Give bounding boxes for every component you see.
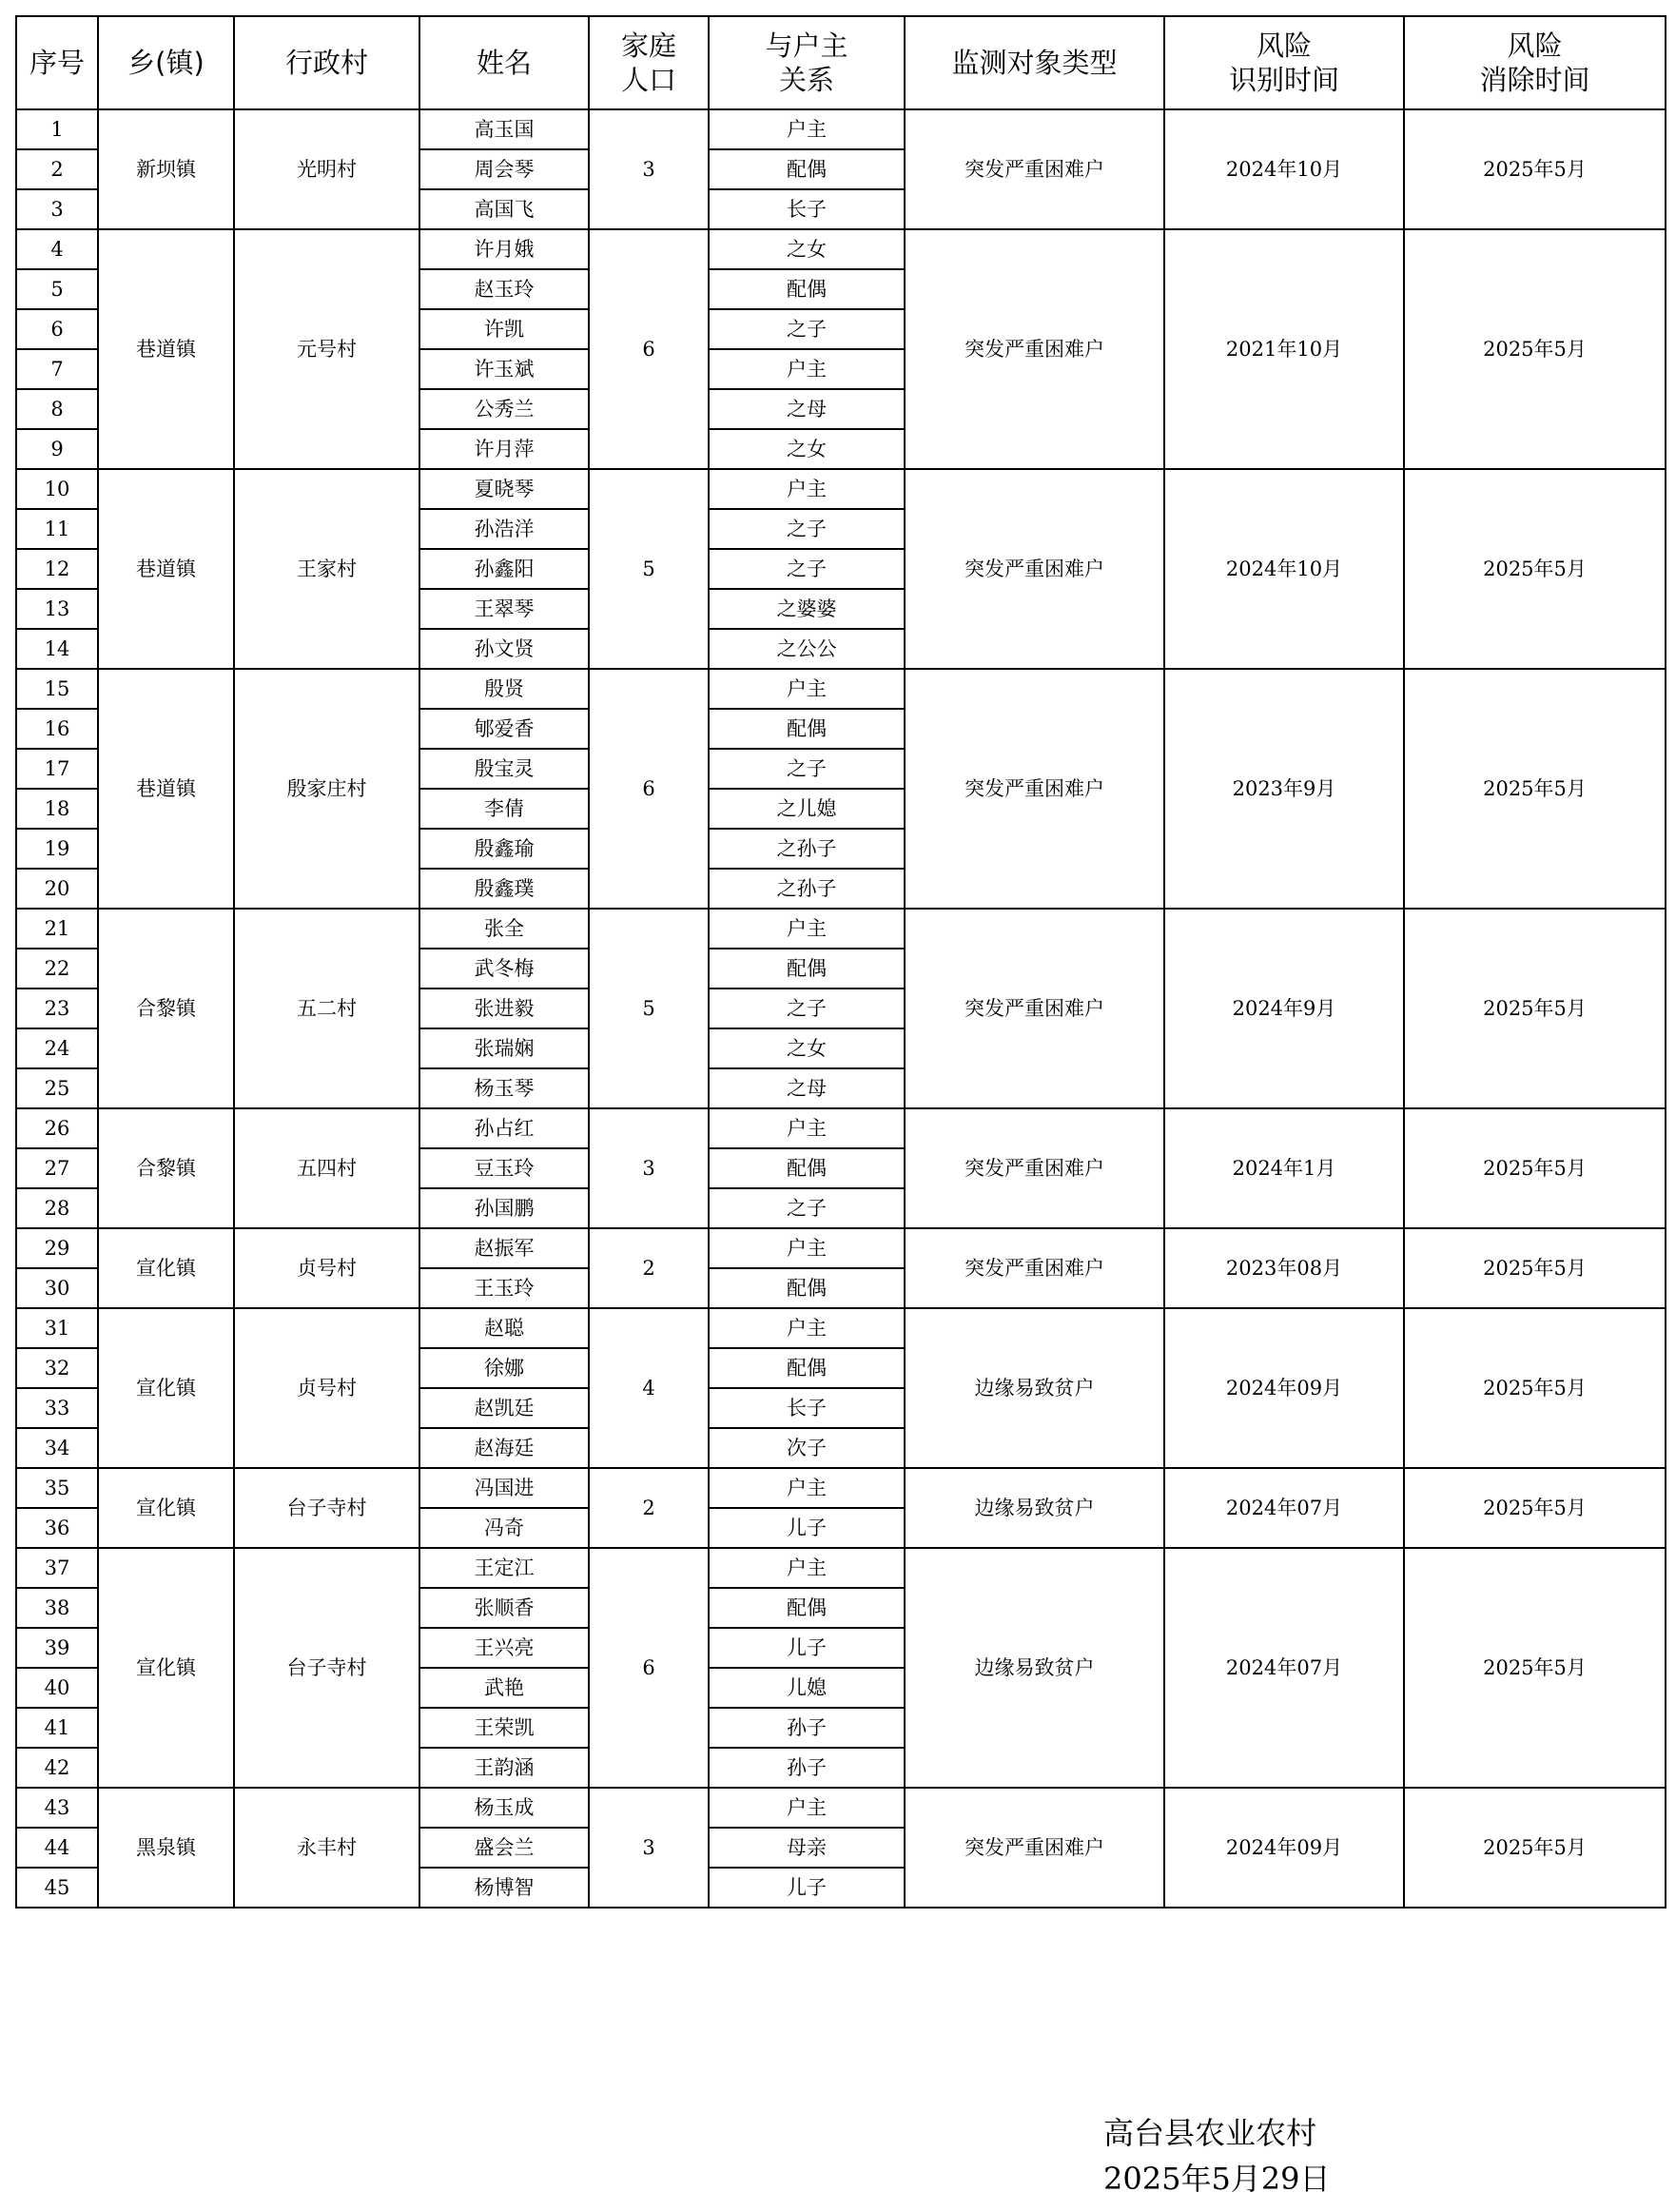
serial-no-cell: 32 — [16, 1348, 98, 1388]
risk-removed-cell: 2025年5月 — [1404, 109, 1666, 229]
relation-cell: 之母 — [709, 1068, 905, 1108]
household-size-cell: 3 — [589, 1788, 709, 1908]
member-name-cell: 王韵涵 — [419, 1748, 589, 1788]
village-cell: 殷家庄村 — [234, 669, 419, 909]
relation-cell: 儿媳 — [709, 1668, 905, 1708]
risk-identified-cell: 2023年08月 — [1164, 1228, 1404, 1308]
member-name-cell: 王翠琴 — [419, 589, 589, 629]
risk-identified-cell: 2024年10月 — [1164, 109, 1404, 229]
household-size-cell: 6 — [589, 1548, 709, 1788]
member-name-cell: 高国飞 — [419, 189, 589, 229]
member-name-cell: 王定江 — [419, 1548, 589, 1588]
table-row — [16, 109, 1666, 149]
relation-cell: 母亲 — [709, 1828, 905, 1868]
header-label: 序号 — [29, 47, 85, 79]
header-village — [234, 16, 419, 109]
town-cell: 合黎镇 — [98, 909, 234, 1108]
risk-identified-cell: 2023年9月 — [1164, 669, 1404, 909]
monitor-type-cell: 边缘易致贫户 — [905, 1308, 1164, 1468]
monitor-type-cell: 边缘易致贫户 — [905, 1468, 1164, 1548]
member-name-cell: 张顺香 — [419, 1588, 589, 1628]
serial-no-cell: 42 — [16, 1748, 98, 1788]
risk-removed-cell: 2025年5月 — [1404, 1108, 1666, 1228]
header-label: 关系 — [778, 64, 834, 96]
member-name-cell: 高玉国 — [419, 109, 589, 149]
member-name-cell: 盛会兰 — [419, 1828, 589, 1868]
table-row — [16, 229, 1666, 269]
serial-no-cell: 13 — [16, 589, 98, 629]
relation-cell: 之子 — [709, 309, 905, 349]
serial-no-cell: 12 — [16, 549, 98, 589]
serial-no-cell: 38 — [16, 1588, 98, 1628]
serial-no-cell: 15 — [16, 669, 98, 709]
relation-cell: 之子 — [709, 989, 905, 1028]
serial-no-cell: 33 — [16, 1388, 98, 1428]
serial-no-cell: 39 — [16, 1628, 98, 1668]
member-name-cell: 殷鑫璞 — [419, 869, 589, 909]
relation-cell: 配偶 — [709, 1588, 905, 1628]
header-label: 与户主 — [765, 29, 848, 62]
member-name-cell: 王玉玲 — [419, 1268, 589, 1308]
town-cell: 巷道镇 — [98, 229, 234, 469]
member-name-cell: 孙浩洋 — [419, 509, 589, 549]
serial-no-cell: 17 — [16, 749, 98, 789]
relation-cell: 户主 — [709, 349, 905, 389]
relation-cell: 之儿媳 — [709, 789, 905, 829]
header-monitor-type — [905, 16, 1164, 109]
serial-no-cell: 41 — [16, 1708, 98, 1748]
monitor-type-cell: 边缘易致贫户 — [905, 1548, 1164, 1788]
relation-cell: 配偶 — [709, 1268, 905, 1308]
risk-removed-cell: 2025年5月 — [1404, 1468, 1666, 1548]
monitor-type-cell: 突发严重困难户 — [905, 109, 1164, 229]
relation-cell: 户主 — [709, 1308, 905, 1348]
header-label: 消除时间 — [1479, 64, 1590, 96]
town-cell: 合黎镇 — [98, 1108, 234, 1228]
village-cell: 五四村 — [234, 1108, 419, 1228]
member-name-cell: 赵凯廷 — [419, 1388, 589, 1428]
relation-cell: 配偶 — [709, 149, 905, 189]
header-risk-identified — [1164, 16, 1404, 109]
town-cell: 黑泉镇 — [98, 1788, 234, 1908]
serial-no-cell: 45 — [16, 1868, 98, 1908]
serial-no-cell: 31 — [16, 1308, 98, 1348]
header-label: 行政村 — [284, 47, 368, 79]
risk-removed-cell: 2025年5月 — [1404, 909, 1666, 1108]
household-size-cell: 5 — [589, 469, 709, 669]
table-body — [16, 109, 1666, 1908]
member-name-cell: 张进毅 — [419, 989, 589, 1028]
member-name-cell: 武冬梅 — [419, 949, 589, 989]
relation-cell: 儿子 — [709, 1628, 905, 1668]
member-name-cell: 许玉斌 — [419, 349, 589, 389]
member-name-cell: 殷鑫瑜 — [419, 829, 589, 869]
serial-no-cell: 1 — [16, 109, 98, 149]
household-size-cell: 2 — [589, 1468, 709, 1548]
member-name-cell: 李倩 — [419, 789, 589, 829]
table-row — [16, 1308, 1666, 1348]
member-name-cell: 赵玉玲 — [419, 269, 589, 309]
member-name-cell: 孙国鹏 — [419, 1188, 589, 1228]
table-row — [16, 669, 1666, 709]
member-name-cell: 杨博智 — [419, 1868, 589, 1908]
village-cell: 王家村 — [234, 469, 419, 669]
town-cell: 宣化镇 — [98, 1548, 234, 1788]
risk-removed-cell: 2025年5月 — [1404, 229, 1666, 469]
member-name-cell: 豆玉玲 — [419, 1148, 589, 1188]
header-label: 姓名 — [476, 47, 532, 79]
serial-no-cell: 34 — [16, 1428, 98, 1468]
relation-cell: 户主 — [709, 909, 905, 949]
village-cell: 元号村 — [234, 229, 419, 469]
member-name-cell: 冯国进 — [419, 1468, 589, 1508]
risk-identified-cell: 2024年09月 — [1164, 1308, 1404, 1468]
risk-identified-cell: 2024年09月 — [1164, 1788, 1404, 1908]
town-cell: 巷道镇 — [98, 469, 234, 669]
member-name-cell: 孙文贤 — [419, 629, 589, 669]
serial-no-cell: 27 — [16, 1148, 98, 1188]
relation-cell: 之公公 — [709, 629, 905, 669]
serial-no-cell: 25 — [16, 1068, 98, 1108]
serial-no-cell: 8 — [16, 389, 98, 429]
serial-no-cell: 20 — [16, 869, 98, 909]
monitor-type-cell: 突发严重困难户 — [905, 1108, 1164, 1228]
risk-identified-cell: 2021年10月 — [1164, 229, 1404, 469]
header-risk-removed — [1404, 16, 1666, 109]
table-header-row — [16, 16, 1666, 109]
village-cell: 台子寺村 — [234, 1468, 419, 1548]
household-size-cell: 2 — [589, 1228, 709, 1308]
relation-cell: 配偶 — [709, 1348, 905, 1388]
town-cell: 巷道镇 — [98, 669, 234, 909]
header-name — [419, 16, 589, 109]
member-name-cell: 郇爱香 — [419, 709, 589, 749]
header-label: 风险 — [1507, 29, 1563, 62]
header-label: 识别时间 — [1228, 64, 1339, 96]
village-cell: 五二村 — [234, 909, 419, 1108]
relation-cell: 户主 — [709, 469, 905, 509]
serial-no-cell: 3 — [16, 189, 98, 229]
member-name-cell: 许月娥 — [419, 229, 589, 269]
serial-no-cell: 28 — [16, 1188, 98, 1228]
relation-cell: 之孙子 — [709, 829, 905, 869]
serial-no-cell: 21 — [16, 909, 98, 949]
table-row — [16, 1788, 1666, 1828]
monitor-type-cell: 突发严重困难户 — [905, 1228, 1164, 1308]
member-name-cell: 杨玉成 — [419, 1788, 589, 1828]
serial-no-cell: 16 — [16, 709, 98, 749]
member-name-cell: 赵海廷 — [419, 1428, 589, 1468]
serial-no-cell: 36 — [16, 1508, 98, 1548]
member-name-cell: 徐娜 — [419, 1348, 589, 1388]
relation-cell: 孙子 — [709, 1708, 905, 1748]
village-cell: 永丰村 — [234, 1788, 419, 1908]
table-row — [16, 1228, 1666, 1268]
town-cell: 宣化镇 — [98, 1468, 234, 1548]
risk-identified-cell: 2024年9月 — [1164, 909, 1404, 1108]
serial-no-cell: 30 — [16, 1268, 98, 1308]
member-name-cell: 公秀兰 — [419, 389, 589, 429]
table-row — [16, 1548, 1666, 1588]
relation-cell: 长子 — [709, 1388, 905, 1428]
relation-cell: 长子 — [709, 189, 905, 229]
header-relation — [709, 16, 905, 109]
relation-cell: 户主 — [709, 669, 905, 709]
member-name-cell: 张全 — [419, 909, 589, 949]
relation-cell: 配偶 — [709, 1148, 905, 1188]
member-name-cell: 孙鑫阳 — [419, 549, 589, 589]
risk-removed-cell: 2025年5月 — [1404, 1308, 1666, 1468]
header-town — [98, 16, 234, 109]
town-cell: 宣化镇 — [98, 1308, 234, 1468]
member-name-cell: 杨玉琴 — [419, 1068, 589, 1108]
footer-organization: 高台县农业农村 — [1103, 2115, 1317, 2151]
serial-no-cell: 7 — [16, 349, 98, 389]
member-name-cell: 王荣凯 — [419, 1708, 589, 1748]
relation-cell: 次子 — [709, 1428, 905, 1468]
member-name-cell: 赵振军 — [419, 1228, 589, 1268]
relation-cell: 之孙子 — [709, 869, 905, 909]
serial-no-cell: 19 — [16, 829, 98, 869]
relation-cell: 户主 — [709, 1108, 905, 1148]
serial-no-cell: 18 — [16, 789, 98, 829]
monitor-type-cell: 突发严重困难户 — [905, 229, 1164, 469]
member-name-cell: 王兴亮 — [419, 1628, 589, 1668]
serial-no-cell: 2 — [16, 149, 98, 189]
relation-cell: 之子 — [709, 1188, 905, 1228]
relation-cell: 孙子 — [709, 1748, 905, 1788]
header-label: 风险 — [1256, 29, 1312, 62]
monitor-type-cell: 突发严重困难户 — [905, 469, 1164, 669]
risk-identified-cell: 2024年10月 — [1164, 469, 1404, 669]
serial-no-cell: 26 — [16, 1108, 98, 1148]
serial-no-cell: 4 — [16, 229, 98, 269]
relation-cell: 之子 — [709, 509, 905, 549]
risk-identified-cell: 2024年1月 — [1164, 1108, 1404, 1228]
serial-no-cell: 11 — [16, 509, 98, 549]
table-row — [16, 1468, 1666, 1508]
risk-identified-cell: 2024年07月 — [1164, 1468, 1404, 1548]
relation-cell: 户主 — [709, 1228, 905, 1268]
household-size-cell: 5 — [589, 909, 709, 1108]
member-name-cell: 许凯 — [419, 309, 589, 349]
household-size-cell: 4 — [589, 1308, 709, 1468]
relation-cell: 户主 — [709, 1468, 905, 1508]
risk-removed-cell: 2025年5月 — [1404, 1548, 1666, 1788]
member-name-cell: 赵聪 — [419, 1308, 589, 1348]
relation-cell: 之女 — [709, 429, 905, 469]
relation-cell: 之子 — [709, 549, 905, 589]
household-size-cell: 6 — [589, 229, 709, 469]
village-cell: 贞号村 — [234, 1308, 419, 1468]
table-row — [16, 909, 1666, 949]
serial-no-cell: 29 — [16, 1228, 98, 1268]
risk-removed-cell: 2025年5月 — [1404, 1228, 1666, 1308]
monitor-type-cell: 突发严重困难户 — [905, 909, 1164, 1108]
relation-cell: 户主 — [709, 1788, 905, 1828]
header-label: 监测对象类型 — [951, 47, 1118, 79]
header-serial-no — [16, 16, 98, 109]
member-name-cell: 孙占红 — [419, 1108, 589, 1148]
member-name-cell: 武艳 — [419, 1668, 589, 1708]
table-row — [16, 469, 1666, 509]
village-cell: 光明村 — [234, 109, 419, 229]
risk-removed-cell: 2025年5月 — [1404, 1788, 1666, 1908]
risk-identified-cell: 2024年07月 — [1164, 1548, 1404, 1788]
household-size-cell: 3 — [589, 1108, 709, 1228]
village-cell: 贞号村 — [234, 1228, 419, 1308]
relation-cell: 配偶 — [709, 949, 905, 989]
town-cell: 宣化镇 — [98, 1228, 234, 1308]
relation-cell: 配偶 — [709, 269, 905, 309]
member-name-cell: 冯奇 — [419, 1508, 589, 1548]
relation-cell: 户主 — [709, 1548, 905, 1588]
serial-no-cell: 37 — [16, 1548, 98, 1588]
header-label: 人口 — [620, 64, 676, 96]
serial-no-cell: 43 — [16, 1788, 98, 1828]
member-name-cell: 殷宝灵 — [419, 749, 589, 789]
relation-cell: 户主 — [709, 109, 905, 149]
table-row — [16, 1108, 1666, 1148]
relation-cell: 之女 — [709, 229, 905, 269]
relation-cell: 配偶 — [709, 709, 905, 749]
household-size-cell: 6 — [589, 669, 709, 909]
member-name-cell: 周会琴 — [419, 149, 589, 189]
serial-no-cell: 24 — [16, 1028, 98, 1068]
serial-no-cell: 35 — [16, 1468, 98, 1508]
village-cell: 台子寺村 — [234, 1548, 419, 1788]
serial-no-cell: 14 — [16, 629, 98, 669]
risk-removed-cell: 2025年5月 — [1404, 669, 1666, 909]
relation-cell: 之婆婆 — [709, 589, 905, 629]
relation-cell: 之母 — [709, 389, 905, 429]
header-household-size — [589, 16, 709, 109]
serial-no-cell: 22 — [16, 949, 98, 989]
header-label: 乡(镇) — [127, 47, 205, 79]
serial-no-cell: 9 — [16, 429, 98, 469]
relation-cell: 之女 — [709, 1028, 905, 1068]
monitoring-roster-table — [15, 15, 1666, 1909]
relation-cell: 之子 — [709, 749, 905, 789]
risk-removed-cell: 2025年5月 — [1404, 469, 1666, 669]
member-name-cell: 殷贤 — [419, 669, 589, 709]
town-cell: 新坝镇 — [98, 109, 234, 229]
serial-no-cell: 10 — [16, 469, 98, 509]
footer-date: 2025年5月29日 — [1103, 2161, 1331, 2197]
header-label: 家庭 — [620, 29, 676, 62]
serial-no-cell: 40 — [16, 1668, 98, 1708]
relation-cell: 儿子 — [709, 1508, 905, 1548]
member-name-cell: 夏晓琴 — [419, 469, 589, 509]
household-size-cell: 3 — [589, 109, 709, 229]
member-name-cell: 许月萍 — [419, 429, 589, 469]
monitor-type-cell: 突发严重困难户 — [905, 669, 1164, 909]
serial-no-cell: 5 — [16, 269, 98, 309]
serial-no-cell: 23 — [16, 989, 98, 1028]
member-name-cell: 张瑞娴 — [419, 1028, 589, 1068]
serial-no-cell: 6 — [16, 309, 98, 349]
relation-cell: 儿子 — [709, 1868, 905, 1908]
serial-no-cell: 44 — [16, 1828, 98, 1868]
monitor-type-cell: 突发严重困难户 — [905, 1788, 1164, 1908]
